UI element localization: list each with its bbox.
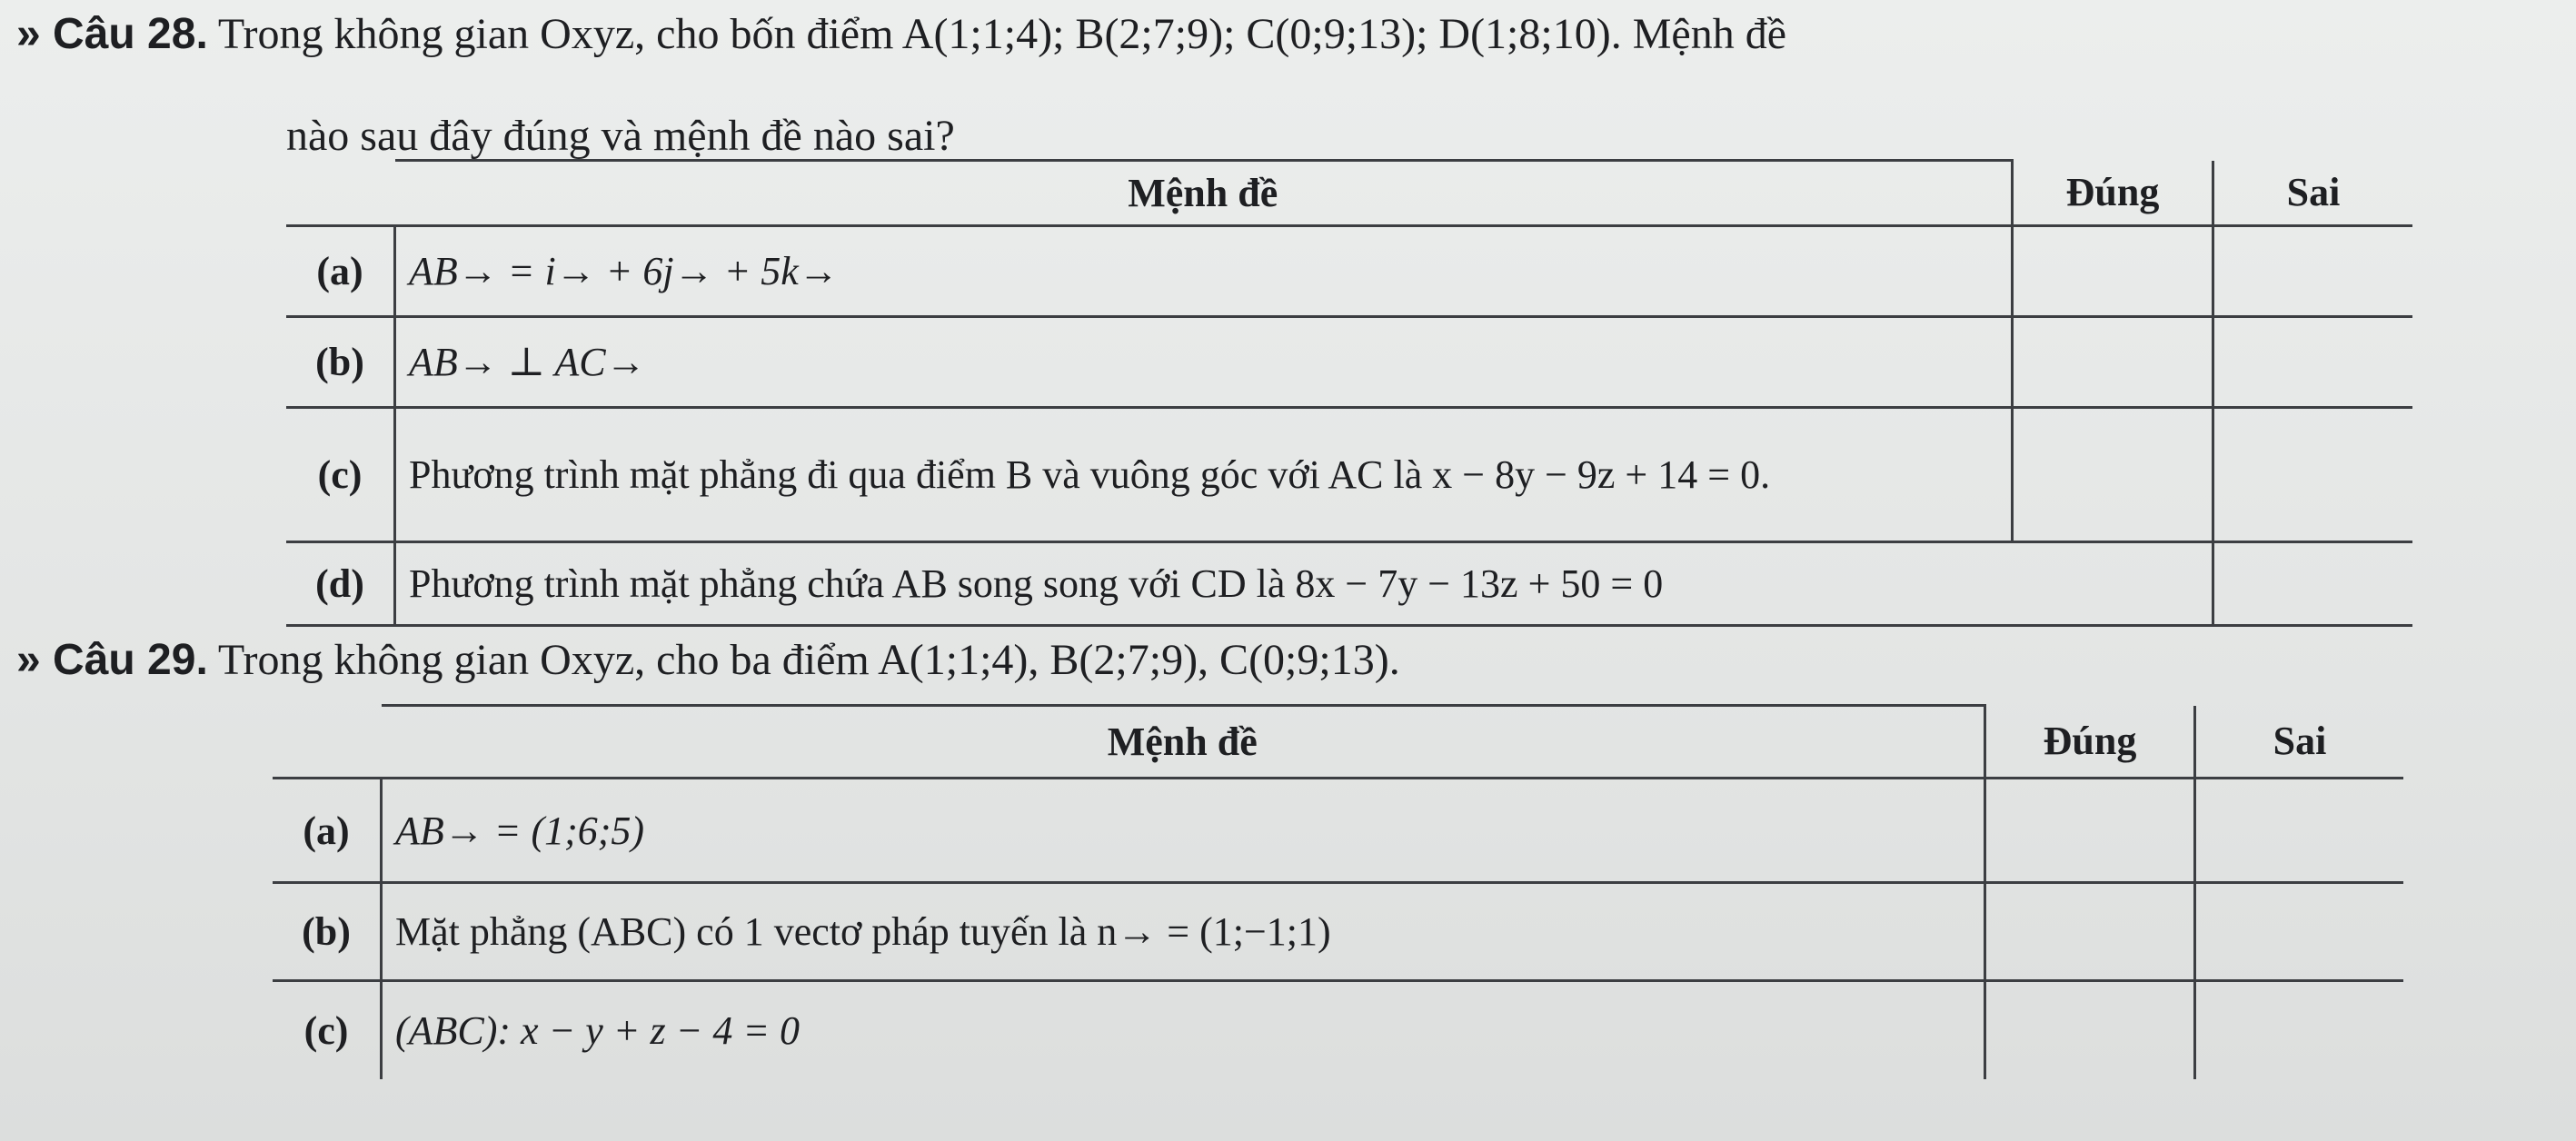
false-cell[interactable]: [2213, 317, 2413, 408]
row-statement: AB→ = i→ + 6j→ + 5k→: [395, 226, 2013, 317]
row-label: (d): [286, 542, 395, 626]
table-row: [286, 317, 2412, 408]
q28-stem-line2: nào sau đây đúng và mệnh đề nào sai?: [286, 112, 955, 160]
row-statement: Mặt phẳng (ABC) có 1 vectơ pháp tuyến là n→ = (1;−1;1): [382, 883, 1985, 981]
false-cell[interactable]: [2213, 226, 2413, 317]
q29-header-true: Đúng: [1985, 706, 2195, 779]
true-cell[interactable]: [1985, 883, 2195, 981]
q29-header-false: Sai: [2195, 706, 2404, 779]
q29-table: [273, 704, 2403, 1079]
q28-header-false: Sai: [2213, 161, 2413, 226]
row-statement: AB→ ⊥ AC→: [395, 317, 2013, 408]
table-row: [286, 408, 2412, 542]
q29-number: » Câu 29.: [16, 636, 208, 684]
row-label: (a): [286, 226, 395, 317]
row-label: (b): [286, 317, 395, 408]
q29-stem-line1: [16, 633, 1400, 688]
false-cell[interactable]: [2213, 542, 2413, 626]
false-cell[interactable]: [2213, 408, 2413, 542]
q28-header-true: Đúng: [2013, 161, 2213, 226]
q28-stem-text: Trong không gian Oxyz, cho bốn điểm A(1;1;4); B(2;7;9); C(0;9;13); D(1;8;10). Mệnh đề: [217, 10, 1786, 58]
table-row: [273, 779, 2403, 883]
false-cell[interactable]: [2195, 779, 2404, 883]
row-label: (a): [273, 779, 382, 883]
q28-table: [286, 159, 2412, 627]
true-cell[interactable]: [1985, 981, 2195, 1079]
q28-blank-header: [286, 161, 395, 226]
q29-stem-text: Trong không gian Oxyz, cho ba điểm A(1;1;4), B(2;7;9), C(0;9;13).: [217, 636, 1400, 684]
table-row: [273, 883, 2403, 981]
row-statement: (ABC): x − y + z − 4 = 0: [382, 981, 1985, 1079]
row-statement: Phương trình mặt phẳng đi qua điểm B và vuông góc với AC là x − 8y − 9z + 14 = 0.: [395, 408, 2013, 542]
true-cell[interactable]: [1985, 779, 2195, 883]
table-row: [286, 226, 2412, 317]
row-label: (c): [273, 981, 382, 1079]
row-label: (c): [286, 408, 395, 542]
false-cell[interactable]: [2195, 883, 2404, 981]
true-cell[interactable]: [2013, 317, 2213, 408]
table-row: [273, 981, 2403, 1079]
q28-number: » Câu 28.: [16, 10, 208, 58]
true-cell[interactable]: [2013, 408, 2213, 542]
false-cell[interactable]: [2195, 981, 2404, 1079]
row-statement: AB→ = (1;6;5): [382, 779, 1985, 883]
row-label: (b): [273, 883, 382, 981]
row-statement: Phương trình mặt phẳng chứa AB song song với CD là 8x − 7y − 13z + 50 = 0: [395, 542, 2213, 626]
q29-blank-header: [273, 706, 382, 779]
q28-header-statement: Mệnh đề: [395, 161, 2013, 226]
true-cell[interactable]: [2013, 226, 2213, 317]
table-row: [286, 542, 2412, 626]
q28-stem-line1: [16, 7, 1786, 62]
q29-header-statement: Mệnh đề: [382, 706, 1985, 779]
